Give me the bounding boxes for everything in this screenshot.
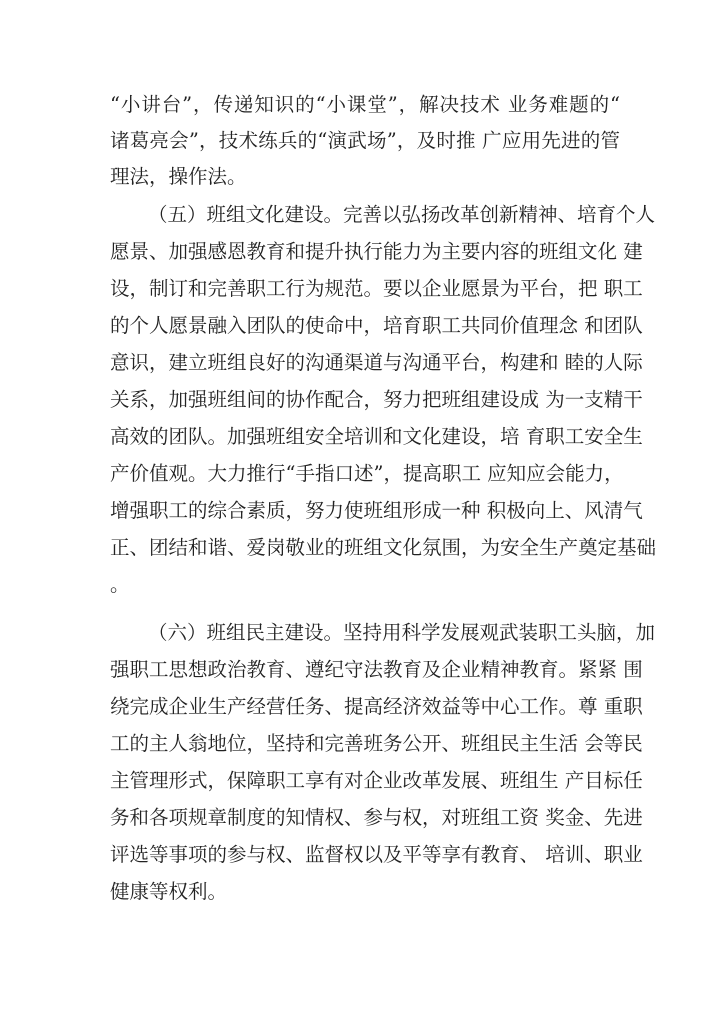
text-line: （六）班组民主建设。坚持用科学发展观武装职工头脑，加 <box>148 621 656 644</box>
text-line: 绕完成企业生产经营任务、提高经济效益等中心工作。尊 重职 <box>110 695 643 718</box>
text-line: 高效的团队。加强班组安全培训和文化建设，培 育职工安全生 <box>110 425 643 448</box>
text-line: 务和各项规章制度的知情权、参与权，对班组工资 奖金、先进 <box>110 806 643 829</box>
text-line: 增强职工的综合素质，努力使班组形成一种 积极向上、风清气 <box>110 499 643 522</box>
text-line: 正、团结和谐、爱岗敬业的班组文化氛围，为安全生产奠定基础 <box>110 536 657 559</box>
text-line: “小讲台”，传递知识的“小课堂”，解决技术 业务难题的“ <box>110 93 620 116</box>
text-line: 设，制订和完善职工行为规范。要以企业愿景为平台，把 职工 <box>110 277 643 300</box>
text-line: 评选等事项的参与权、监督权以及平等享有教育、 培训、职业 <box>110 843 643 866</box>
text-line: 的个人愿景融入团队的使命中，培育职工共同价值理念 和团队 <box>110 314 643 337</box>
text-line: 意识，建立班组良好的沟通渠道与沟通平台，构建和 睦的人际 <box>110 351 643 374</box>
text-line: 。 <box>110 573 130 596</box>
text-line: 主管理形式，保障职工享有对企业改革发展、班组生 产目标任 <box>110 769 643 792</box>
text-line: 工的主人翁地位，坚持和完善班务公开、班组民主生活 会等民 <box>110 732 643 755</box>
text-line: 理法，操作法。 <box>110 165 247 188</box>
text-line: 强职工思想政治教育、遵纪守法教育及企业精神教育。紧紧 围 <box>110 658 643 681</box>
text-line: 关系，加强班组间的协作配合，努力把班组建设成 为一支精干 <box>110 388 643 411</box>
text-line: 愿景、加强感恩教育和提升执行能力为主要内容的班组文化 建 <box>110 240 643 263</box>
text-line: 健康等权利。 <box>110 880 228 903</box>
text-line: （五）班组文化建设。完善以弘扬改革创新精神、培育个人 <box>148 203 656 226</box>
text-line: 产价值观。大力推行“手指口述”，提高职工 应知应会能力， <box>110 462 624 485</box>
text-line: 诸葛亮会”，技术练兵的“演武场”，及时推 广应用先进的管 <box>110 129 620 152</box>
